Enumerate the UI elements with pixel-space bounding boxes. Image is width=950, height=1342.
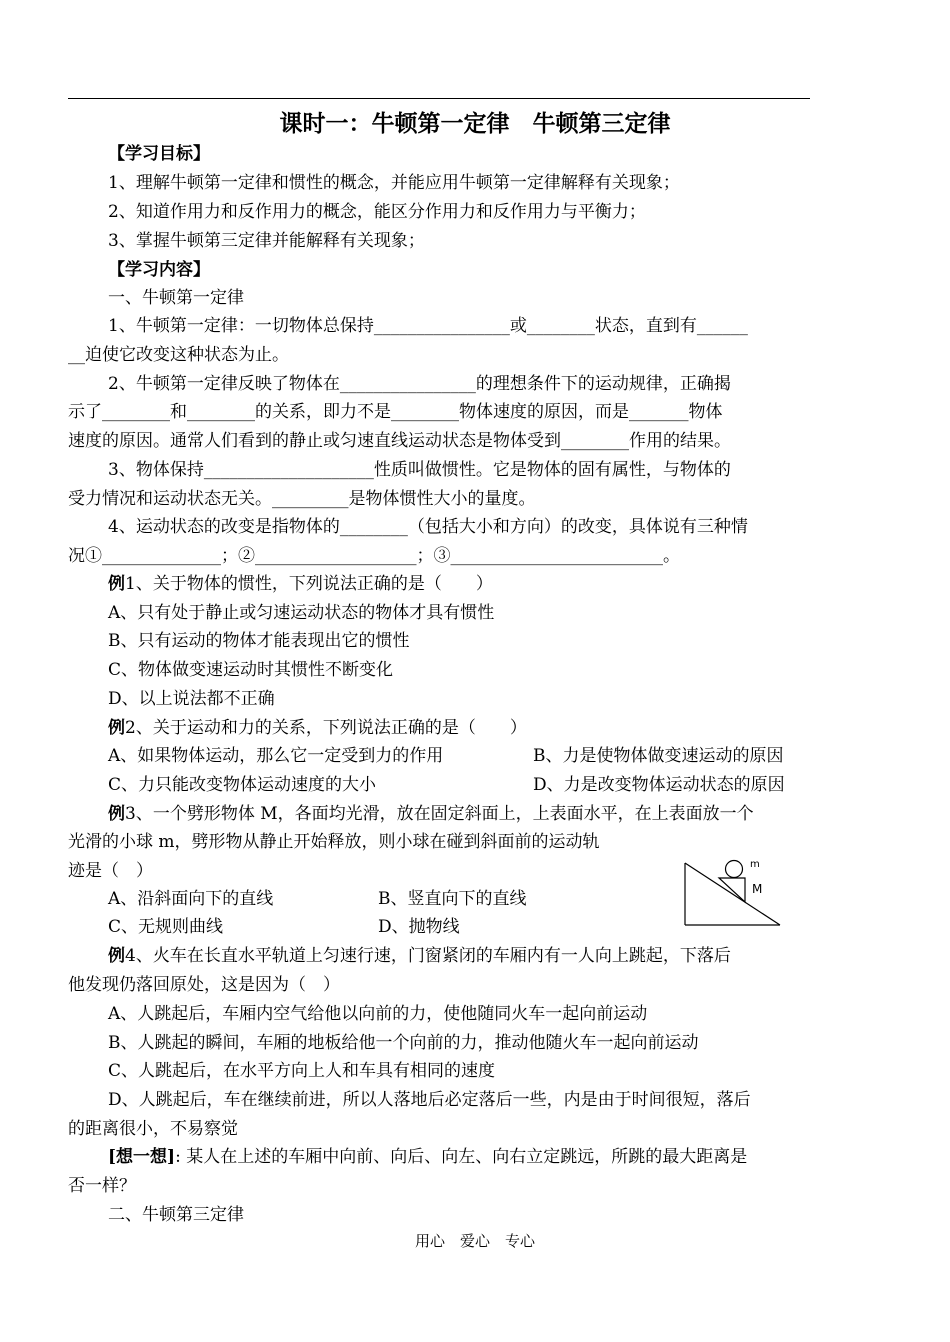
think-text: : 某人在上述的车厢中向前、向后、向左、向右立定跳远，所跳的最大距离是 — [175, 1147, 748, 1167]
goal-item: 1、理解牛顿第一定律和惯性的概念，并能应用牛顿第一定律解释有关现象； — [108, 173, 680, 193]
goal-item: 3、掌握牛顿第三定律并能解释有关现象； — [108, 231, 425, 251]
option: D、抛物线 — [378, 917, 460, 937]
option-continuation: 的距离很小，不易察觉 — [68, 1119, 238, 1139]
example-text: 4、火车在长直水平轨道上匀速行速，门窗紧闭的车厢内有一人向上跳起，下落后 — [125, 946, 731, 966]
example-4-stem — [108, 942, 731, 970]
paragraph-line: 况①______________；②___________________；③_________________________。 — [68, 546, 680, 566]
option: A、人跳起后，车厢内空气给他以向前的力，使他随同火车一起向前运动 — [108, 1004, 648, 1024]
paragraph-line: 1、牛顿第一定律：一切物体总保持________________或________状态，直到有______ — [108, 316, 748, 336]
paragraph-line: 光滑的小球 m，劈形物从静止开始释放，则小球在碰到斜面前的运动轨 — [68, 832, 600, 852]
option: B、只有运动的物体才能表现出它的惯性 — [108, 631, 410, 651]
wedge-label: M — [752, 882, 763, 896]
option: D、以上说法都不正确 — [108, 689, 275, 709]
ball-shape — [726, 861, 743, 878]
paragraph-line: 速度的原因。通常人们看到的静止或匀速直线运动状态是物体受到________作用的结果。 — [68, 431, 731, 451]
section-heading: 二、牛顿第三定律 — [108, 1205, 244, 1225]
example-text: 2、关于运动和力的关系，下列说法正确的是（ ） — [125, 718, 527, 738]
paragraph-line: 4、运动状态的改变是指物体的________（包括大小和方向）的改变，具体说有三种情 — [108, 517, 748, 537]
goals-heading: 【学习目标】 — [108, 144, 210, 164]
option: B、力是使物体做变速运动的原因 — [533, 746, 784, 766]
option: A、如果物体运动，那么它一定受到力的作用 — [108, 746, 444, 766]
paragraph-line: 迹是（ ） — [68, 861, 153, 881]
wedge-shape — [719, 878, 745, 902]
option: D、人跳起后，车在继续前进，所以人落地后必定落后一些，内是由于时间很短，落后 — [108, 1090, 751, 1110]
example-label: 例 — [108, 946, 125, 966]
paragraph-line: 他发现仍落回原处，这是因为（ ） — [68, 975, 340, 995]
paragraph-line: __迫使它改变这种状态为止。 — [68, 345, 289, 365]
option: C、力只能改变物体运动速度的大小 — [108, 775, 377, 795]
goal-item: 2、知道作用力和反作用力的概念，能区分作用力和反作用力与平衡力； — [108, 202, 646, 222]
think-question — [108, 1143, 747, 1171]
option: C、物体做变速运动时其惯性不断变化 — [108, 660, 394, 680]
wedge-ball-diagram — [683, 855, 783, 927]
paragraph-line: 否一样？ — [68, 1176, 136, 1196]
option: A、沿斜面向下的直线 — [108, 889, 274, 909]
ball-label: m — [750, 859, 760, 870]
option: B、人跳起的瞬间，车厢的地板给他一个向前的力，推动他随火车一起向前运动 — [108, 1033, 699, 1053]
paragraph-line: 2、牛顿第一定律反映了物体在________________的理想条件下的运动规律，正确揭 — [108, 374, 731, 394]
option: C、无规则曲线 — [108, 917, 224, 937]
option: C、人跳起后，在水平方向上人和车具有相同的速度 — [108, 1061, 496, 1081]
paragraph-line: 3、物体保持____________________性质叫做惯性。它是物体的固有属性，与物体的 — [108, 460, 731, 480]
option: A、只有处于静止或匀速运动状态的物体才具有惯性 — [108, 603, 495, 623]
example-label: 例 — [108, 718, 125, 738]
think-label: [想一想] — [108, 1147, 176, 1167]
example-1-stem — [108, 570, 493, 598]
page-footer: 用心 爱心 专心 — [414, 1232, 535, 1250]
section-heading: 一、牛顿第一定律 — [108, 288, 244, 308]
header-rule — [68, 98, 810, 99]
page-title: 课时一：牛顿第一定律 牛顿第三定律 — [279, 111, 671, 137]
example-label: 例 — [108, 804, 125, 824]
example-3-stem — [108, 800, 754, 828]
example-text: 3、一个劈形物体 M，各面均光滑，放在固定斜面上，上表面水平，在上表面放一个 — [125, 804, 754, 824]
example-2-stem — [108, 714, 527, 742]
example-text: 1、关于物体的惯性，下列说法正确的是（ ） — [125, 574, 493, 594]
paragraph-line: 受力情况和运动状态无关。_________是物体惯性大小的量度。 — [68, 489, 536, 509]
paragraph-line: 示了________和________的关系，即力不是________物体速度的原因，而是_______物体 — [68, 402, 723, 422]
content-heading: 【学习内容】 — [108, 260, 210, 280]
option: D、力是改变物体运动状态的原因 — [533, 775, 785, 795]
example-label: 例 — [108, 574, 125, 594]
option: B、竖直向下的直线 — [378, 889, 527, 909]
